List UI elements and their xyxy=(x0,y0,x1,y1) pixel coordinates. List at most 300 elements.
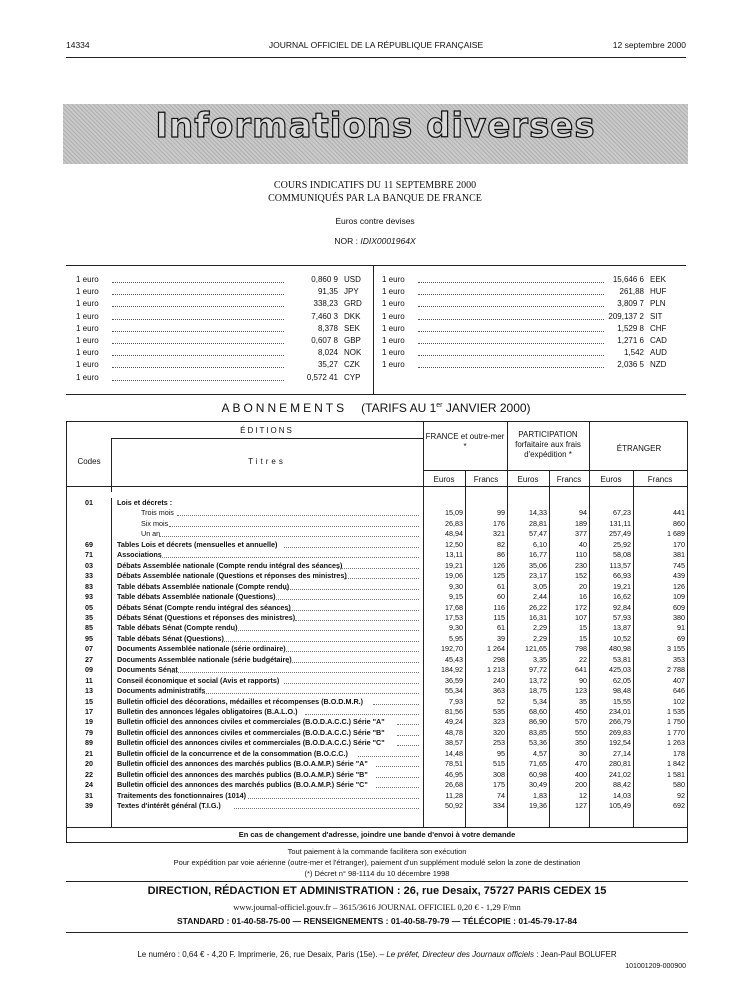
row-value: 57,93 xyxy=(613,612,631,622)
row-value: 570 xyxy=(575,717,587,727)
row-value: 28,81 xyxy=(529,518,547,528)
row-title: Textes d'intérêt général (T.I.G.) xyxy=(117,801,221,811)
rate-currency: SEK xyxy=(344,323,361,333)
row-leader xyxy=(376,787,419,788)
row-value: 81,56 xyxy=(445,707,463,716)
row-leader xyxy=(234,630,419,631)
table-row xyxy=(67,613,689,623)
rate-label: 1 euro xyxy=(76,311,99,321)
row-value: 86,90 xyxy=(529,717,547,727)
row-value: 52 xyxy=(497,696,505,706)
rate-leader xyxy=(418,319,604,320)
row-leader xyxy=(202,693,419,694)
row-value: 69 xyxy=(677,633,685,643)
table-row xyxy=(67,676,689,686)
row-title: Documents administratifs xyxy=(117,686,206,696)
row-value: 170 xyxy=(673,539,685,549)
row-leader xyxy=(284,683,419,684)
imprint-footer xyxy=(66,950,688,959)
row-title: Tables Lois et décrets (mensuelles et annuelle) xyxy=(117,539,278,549)
footer-director-title: Le préfet, Directeur des Journaux officiels xyxy=(386,950,534,959)
row-value: 3,05 xyxy=(533,581,547,591)
section-title: Informations diverses xyxy=(155,106,596,146)
footer-price: Le numéro : 0,64 € - 4,20 F. Imprimerie, 26, rue Desaix, Paris (15e). – xyxy=(137,950,387,959)
header-euros: Euros xyxy=(433,475,455,484)
row-value: 107 xyxy=(575,612,587,622)
row-value: 13,11 xyxy=(445,550,463,560)
row-value: 36,59 xyxy=(445,675,463,685)
table-row xyxy=(67,655,689,665)
table-row xyxy=(67,603,689,613)
row-value: 16 xyxy=(579,592,587,602)
rate-label: 1 euro xyxy=(382,360,405,370)
row-value: 9,30 xyxy=(449,581,463,591)
row-value: 320 xyxy=(493,727,505,737)
row-leader xyxy=(397,745,419,746)
row-value: 58,08 xyxy=(613,550,631,560)
row-value: 109 xyxy=(673,592,685,602)
row-value: 48,78 xyxy=(445,727,463,737)
row-code: 09 xyxy=(85,665,93,675)
row-leader xyxy=(273,599,419,600)
rate-leader xyxy=(418,343,604,344)
row-value: 515 xyxy=(493,759,505,769)
rate-row xyxy=(382,298,682,310)
row-value: 83,85 xyxy=(529,727,547,737)
table-row xyxy=(67,707,689,717)
row-value: 16,62 xyxy=(613,592,631,602)
row-value: 450 xyxy=(575,707,587,716)
row-value: 3,35 xyxy=(533,654,547,664)
journal-title: JOURNAL OFFICIEL DE LA RÉPUBLIQUE FRANÇAISE xyxy=(268,40,484,50)
row-value: 48,94 xyxy=(445,529,463,539)
rate-currency: AUD xyxy=(650,348,667,358)
row-value: 94 xyxy=(579,508,587,518)
cours-heading xyxy=(150,179,600,205)
rate-currency: DKK xyxy=(344,311,361,321)
row-value: 35 xyxy=(579,696,587,706)
table-row xyxy=(67,582,689,592)
row-value: 189 xyxy=(575,518,587,528)
row-value: 7,93 xyxy=(449,696,463,706)
rate-row xyxy=(76,286,376,298)
row-title: Lois et décrets : xyxy=(117,498,173,507)
row-title: Bulletin officiel des annonces civiles et commerciales (B.O.D.A.C.C.) Série "C" xyxy=(117,738,385,748)
row-value: 1,83 xyxy=(533,790,547,800)
rate-currency: NZD xyxy=(650,360,667,370)
rate-label: 1 euro xyxy=(382,311,405,321)
row-value: 2 788 xyxy=(667,665,685,675)
header-participation: PARTICIPATION forfaitaire aux frais d'expédition * xyxy=(515,430,581,459)
row-value: 91 xyxy=(677,623,685,633)
row-value: 230 xyxy=(575,560,587,570)
rate-label: 1 euro xyxy=(382,299,405,309)
row-value: 580 xyxy=(673,780,685,790)
row-value: 125 xyxy=(493,571,505,581)
row-value: 377 xyxy=(575,529,587,539)
row-value: 15 xyxy=(579,623,587,633)
rate-label: 1 euro xyxy=(76,287,99,297)
nor-label: NOR : xyxy=(334,236,358,246)
rate-label: 1 euro xyxy=(382,287,405,297)
row-code: 01 xyxy=(85,498,93,507)
row-value: 14,03 xyxy=(613,790,631,800)
cours-subtitle: Euros contre devises xyxy=(335,216,415,226)
header-francs: Francs xyxy=(647,475,673,484)
table-row xyxy=(67,738,689,748)
rate-label: 1 euro xyxy=(76,275,99,284)
row-value: 5,34 xyxy=(533,696,547,706)
header-etranger: ÉTRANGER xyxy=(616,444,662,453)
rate-value: 1,542 xyxy=(623,348,644,358)
row-title: Conseil économique et social (Avis et rapports) xyxy=(117,675,280,685)
rate-currency: GBP xyxy=(344,336,361,345)
header-codes: Codes xyxy=(77,457,101,466)
row-code: 22 xyxy=(85,769,93,779)
row-value: 16,77 xyxy=(529,550,547,560)
row-code: 11 xyxy=(85,675,93,685)
row-value: 127 xyxy=(575,801,587,811)
row-title: Table débats Sénat (Questions) xyxy=(117,633,224,643)
row-line xyxy=(423,470,687,471)
row-value: 1 750 xyxy=(667,717,685,727)
row-value: 470 xyxy=(575,759,587,769)
row-title: Débats Sénat (Questions et réponses des ministres) xyxy=(117,612,296,622)
row-value: 68,60 xyxy=(529,707,547,716)
rate-label: 1 euro xyxy=(76,323,99,333)
rate-leader xyxy=(112,331,284,332)
row-leader xyxy=(376,766,419,767)
row-value: 280,81 xyxy=(609,759,631,769)
row-value: 550 xyxy=(575,727,587,737)
row-value: 25,92 xyxy=(613,539,631,549)
page-header xyxy=(66,40,686,56)
row-title: Débats Assemblée nationale (Compte rendu intégral des séances) xyxy=(117,560,343,570)
note-line-3: (*) Décret n° 98-1114 du 10 décembre 1998 xyxy=(304,869,450,878)
row-value: 9,30 xyxy=(449,623,463,633)
cours-line-2: COMMUNIQUÉS PAR LA BANQUE DE FRANCE xyxy=(268,193,482,204)
row-code: 07 xyxy=(85,644,93,654)
rate-value: 2,036 5 xyxy=(617,360,644,370)
table-row xyxy=(67,697,689,707)
row-value: 113,57 xyxy=(609,560,631,570)
rate-label: 1 euro xyxy=(76,336,99,345)
rate-leader xyxy=(112,355,284,356)
row-value: 115 xyxy=(493,612,505,622)
row-code: 85 xyxy=(85,623,93,633)
row-code: 20 xyxy=(85,759,93,769)
payment-notes xyxy=(66,846,688,879)
table-row xyxy=(67,665,689,675)
row-value: 1 264 xyxy=(487,644,505,654)
row-value: 798 xyxy=(575,644,587,654)
row-value: 1 213 xyxy=(487,665,505,675)
row-value: 49,24 xyxy=(445,717,463,727)
row-value: 12,50 xyxy=(445,539,463,549)
row-value: 27,14 xyxy=(613,748,631,758)
rate-row xyxy=(382,323,682,335)
abonnements-heading xyxy=(66,401,686,415)
rate-currency: EEK xyxy=(650,275,667,284)
row-leader xyxy=(287,610,419,611)
row-value: 90 xyxy=(579,675,587,685)
row-code: 24 xyxy=(85,780,93,790)
row-title: Un an xyxy=(141,529,161,539)
row-value: 381 xyxy=(673,550,685,560)
rate-value: 91,35 xyxy=(317,287,338,297)
row-value: 692 xyxy=(673,801,685,811)
rate-label: 1 euro xyxy=(76,360,99,370)
rate-currency: SIT xyxy=(650,311,663,321)
abonnements-title: ABONNEMENTS xyxy=(221,401,348,415)
row-value: 641 xyxy=(575,665,587,675)
rate-leader xyxy=(418,355,604,356)
row-value: 192,70 xyxy=(441,644,463,654)
table-row xyxy=(67,770,689,780)
rate-row xyxy=(76,372,376,384)
row-leader xyxy=(287,662,419,663)
row-line xyxy=(67,486,687,487)
row-value: 60,98 xyxy=(529,769,547,779)
row-code: 79 xyxy=(85,727,93,737)
rate-value: 15,646 6 xyxy=(612,275,644,284)
row-value: 13,87 xyxy=(613,623,631,633)
section-banner xyxy=(63,104,688,164)
table-row xyxy=(67,780,689,790)
row-title: Débats Sénat (Compte rendu intégral des séances) xyxy=(117,602,291,612)
table-row xyxy=(67,561,689,571)
row-value: 46,95 xyxy=(445,769,463,779)
rate-currency: CAD xyxy=(650,336,667,345)
cours-line-1: COURS INDICATIFS DU 11 SEPTEMBRE 2000 xyxy=(273,180,477,191)
row-line xyxy=(111,438,423,439)
rate-value: 8,378 xyxy=(317,323,338,333)
rate-leader xyxy=(112,306,284,307)
row-title: Bulletin officiel des annonces civiles et commerciales (B.O.D.A.C.C.) Série "A" xyxy=(117,717,385,727)
row-leader xyxy=(160,557,419,558)
row-value: 23,17 xyxy=(529,571,547,581)
row-code: 05 xyxy=(85,602,93,612)
row-value: 480,98 xyxy=(609,644,631,654)
rate-leader xyxy=(112,282,284,283)
row-value: 102 xyxy=(673,696,685,706)
issue-date: 12 septembre 2000 xyxy=(612,40,686,50)
row-value: 97,72 xyxy=(529,665,547,675)
row-leader xyxy=(284,589,419,590)
row-value: 74 xyxy=(497,790,505,800)
row-value: 9,15 xyxy=(449,592,463,602)
row-title: Table débats Assemblée nationale (Compte rendu) xyxy=(117,581,290,591)
rate-value: 7,460 3 xyxy=(311,311,338,321)
rate-value: 8,024 xyxy=(317,348,338,358)
row-value: 30 xyxy=(579,748,587,758)
row-value: 439 xyxy=(673,571,685,581)
row-value: 1 689 xyxy=(667,529,685,539)
table-row xyxy=(67,550,689,560)
row-title: Bulletin officiel des annonces des marchés publics (B.O.A.M.P.) Série "B" xyxy=(117,769,368,779)
row-leader xyxy=(234,808,419,809)
rate-row xyxy=(382,347,682,359)
rate-row xyxy=(382,359,682,371)
row-value: 266,79 xyxy=(609,717,631,727)
row-value: 71,65 xyxy=(529,759,547,769)
table-row xyxy=(67,791,689,801)
row-code: 35 xyxy=(85,612,93,622)
header-francs: Francs xyxy=(556,475,582,484)
row-code: 93 xyxy=(85,592,93,602)
rate-currency: PLN xyxy=(650,299,666,309)
row-leader xyxy=(373,704,419,705)
row-value: 407 xyxy=(673,675,685,685)
row-value: 334 xyxy=(493,801,505,811)
row-value: 131,11 xyxy=(609,518,631,528)
header-francs: Francs xyxy=(473,475,499,484)
rate-label: 1 euro xyxy=(76,299,99,309)
row-value: 1 263 xyxy=(667,738,685,748)
row-value: 66,93 xyxy=(613,571,631,581)
row-title: Documents Assemblée nationale (série budgétaire) xyxy=(117,654,292,664)
row-value: 5,95 xyxy=(449,633,463,643)
rate-value: 3,809 7 xyxy=(617,299,644,309)
table-row xyxy=(67,571,689,581)
table-row xyxy=(67,634,689,644)
row-title: Bulletin officiel des annonces des marchés publics (B.O.A.M.P.) Série "C" xyxy=(117,780,368,790)
row-value: 172 xyxy=(575,602,587,612)
row-value: 61 xyxy=(497,581,505,591)
direction-phones: STANDARD : 01-40-58-75-00 — RENSEIGNEMENTS : 01-40-58-79-79 — TÉLÉCOPIE : 01-45-79-17-84 xyxy=(177,916,577,926)
rate-currency: CZK xyxy=(344,360,360,370)
header-editions: ÉDITIONS xyxy=(240,426,294,435)
rate-label: 1 euro xyxy=(382,275,405,284)
row-code: 03 xyxy=(85,560,93,570)
row-value: 152 xyxy=(575,571,587,581)
row-value: 176 xyxy=(493,518,505,528)
row-value: 67,23 xyxy=(613,508,631,518)
row-value: 53,36 xyxy=(529,738,547,748)
row-leader xyxy=(344,578,419,579)
table-row xyxy=(67,801,689,811)
row-value: 22 xyxy=(579,654,587,664)
row-value: 178 xyxy=(673,748,685,758)
rate-currency: USD xyxy=(344,275,361,284)
row-value: 19,36 xyxy=(529,801,547,811)
rate-value: 35,27 xyxy=(317,360,338,370)
row-value: 353 xyxy=(673,654,685,664)
row-value: 1 770 xyxy=(667,727,685,737)
row-value: 99 xyxy=(497,508,505,518)
row-leader xyxy=(177,515,420,516)
row-value: 82 xyxy=(497,539,505,549)
row-value: 78,51 xyxy=(445,759,463,769)
row-code: 13 xyxy=(85,686,93,696)
rate-value: 1,271 6 xyxy=(617,336,644,345)
row-value: 269,83 xyxy=(609,727,631,737)
row-value: 16,31 xyxy=(529,612,547,622)
row-value: 92,84 xyxy=(613,602,631,612)
rate-label: 1 euro xyxy=(76,348,99,358)
row-code: 21 xyxy=(85,748,93,758)
header-euros: Euros xyxy=(517,475,539,484)
row-title: Associations xyxy=(117,550,162,560)
row-title: Documents Sénat xyxy=(117,665,178,675)
print-code: 101001209-000900 xyxy=(625,963,686,970)
row-value: 50,92 xyxy=(445,801,463,811)
direction-box xyxy=(66,881,688,933)
row-value: 26,83 xyxy=(445,518,463,528)
row-value: 441 xyxy=(673,508,685,518)
row-value: 88,42 xyxy=(613,780,631,790)
rate-leader xyxy=(418,331,604,332)
rate-row xyxy=(76,311,376,323)
row-value: 11,28 xyxy=(445,790,463,800)
rate-row xyxy=(76,298,376,310)
rate-leader xyxy=(112,380,284,381)
row-value: 240 xyxy=(493,675,505,685)
note-line-2: Pour expédition par voie aérienne (outre-mer et l'étranger), paiement d'un supplément modulé selon la zone de destination xyxy=(173,858,581,867)
row-leader xyxy=(397,735,419,736)
table-row xyxy=(67,623,689,633)
rate-currency: HUF xyxy=(650,287,667,297)
table-row xyxy=(67,717,689,727)
row-value: 2,44 xyxy=(533,592,547,602)
row-leader xyxy=(248,798,419,799)
row-code: 39 xyxy=(85,801,93,811)
rate-value: 1,529 8 xyxy=(617,323,644,333)
footer-director-name: : Jean-Paul BOLUFER xyxy=(533,950,617,959)
rate-currency: CYP xyxy=(344,372,361,382)
row-title: Six mois xyxy=(141,518,169,528)
rate-leader xyxy=(418,367,604,368)
table-row xyxy=(67,529,689,539)
row-value: 105,49 xyxy=(609,801,631,811)
rate-currency: NOK xyxy=(344,348,362,358)
row-value: 39 xyxy=(497,633,505,643)
row-value: 95 xyxy=(497,748,505,758)
row-value: 55,34 xyxy=(445,686,463,696)
row-leader xyxy=(159,536,419,537)
rate-row xyxy=(76,323,376,335)
row-value: 257,49 xyxy=(609,529,631,539)
row-value: 14,48 xyxy=(445,748,463,758)
row-value: 62,05 xyxy=(613,675,631,685)
page-number: 14334 xyxy=(66,40,90,50)
row-value: 400 xyxy=(575,769,587,779)
row-value: 60 xyxy=(497,592,505,602)
rate-leader xyxy=(112,343,284,344)
row-value: 13,72 xyxy=(529,675,547,685)
row-leader xyxy=(358,756,419,757)
row-title: Bulletin officiel des annonces civiles et commerciales (B.O.D.A.C.C.) Série "B" xyxy=(117,727,385,737)
table-row xyxy=(67,749,689,759)
rate-row xyxy=(382,274,682,286)
table-row xyxy=(67,759,689,769)
row-value: 19,06 xyxy=(445,571,463,581)
row-value: 380 xyxy=(673,612,685,622)
row-value: 126 xyxy=(673,581,685,591)
rate-label: 1 euro xyxy=(382,336,405,345)
rate-label: 1 euro xyxy=(76,372,99,382)
row-value: 92 xyxy=(677,790,685,800)
rate-row xyxy=(76,359,376,371)
row-value: 98,48 xyxy=(613,686,631,696)
rate-currency: JPY xyxy=(344,287,359,297)
table-row xyxy=(67,644,689,654)
tarifs-post: JANVIER 2000) xyxy=(442,401,531,415)
row-title: Traitements des fonctionnaires (1014) xyxy=(117,790,247,800)
row-value: 19,21 xyxy=(613,581,631,591)
table-row xyxy=(67,540,689,550)
exchange-rates-table xyxy=(66,265,686,395)
